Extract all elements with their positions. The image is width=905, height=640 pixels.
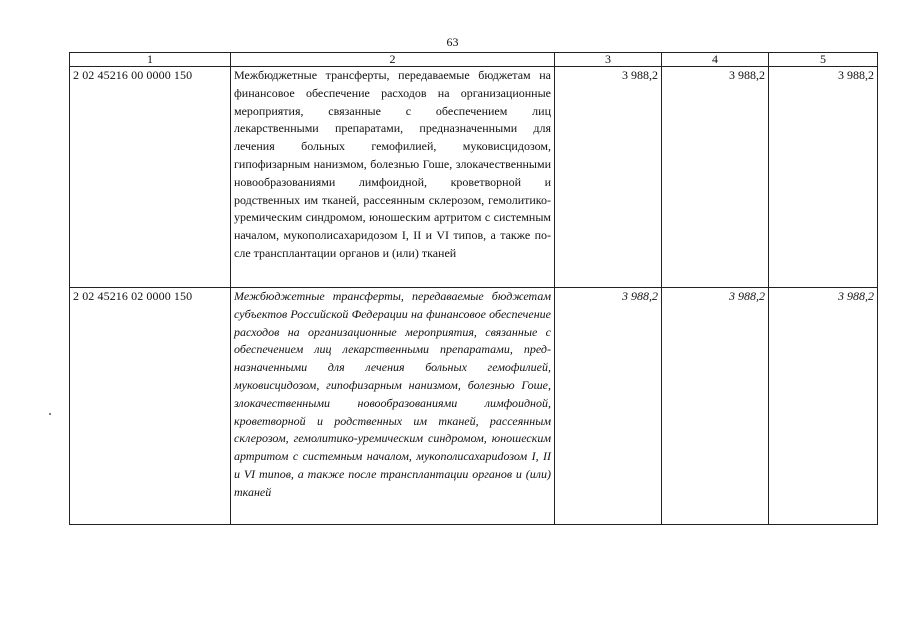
budget-table [69, 52, 878, 525]
budget-item-name: Межбюджетные трансферты, передаваемые бюджетам на финансовое обеспечение расходов на организационные мероприятия, связанные с обеспечением лиц лекарственными препаратами, предназначенными для лечения больных гемофилией, муковисцидозом, гипофизарным нанизмом, болезнью Гоше, злокачественными новообразованиями лимфоидной, кроветворной и родственных им тканей, рассеянным склерозом, гемолитико-уремическим синдромом, юношеским артритом с системным началом, мукополисахаридозом I, II и VI типов, а также после трансплантации органов и (или) тканей [231, 67, 555, 288]
value-col-5: 3 988,2 [769, 288, 878, 525]
header-col-4: 4 [662, 53, 769, 67]
value-col-4: 3 988,2 [662, 67, 769, 288]
value-col-3: 3 988,2 [555, 67, 662, 288]
header-row [70, 53, 878, 67]
header-col-1: 1 [70, 53, 231, 67]
budget-code: 2 02 45216 02 0000 150 [70, 288, 231, 525]
budget-item-name: Межбюджетные трансферты, передаваемые бюджетам субъектов Российской Федерации на финансовое обеспечение расходов на организационные мероприятия, связанные с обеспечением лиц лекарственными препаратами, предназначенными для лечения больных гемофилией, муковисцидозом, гипофизарным нанизмом, болезнью Гоше, злокачественными новообразованиями лимфоидной, кроветворной и родственных им тканей, рассеянным склерозом, гемолитико-уремическим синдромом, юношеским артритом с системным началом, мукополисахариdозом I, II и VI типов, а также после трансплантации органов и (или) тканей [231, 288, 555, 525]
table-header [70, 53, 878, 67]
header-col-5: 5 [769, 53, 878, 67]
value-col-4: 3 988,2 [662, 288, 769, 525]
header-col-3: 3 [555, 53, 662, 67]
value-col-3: 3 988,2 [555, 288, 662, 525]
value-col-5: 3 988,2 [769, 67, 878, 288]
page-number: 63 [446, 35, 459, 49]
table-row [70, 67, 878, 288]
budget-code: 2 02 45216 00 0000 150 [70, 67, 231, 288]
scan-speck [49, 413, 51, 415]
table-row [70, 288, 878, 525]
header-col-2: 2 [231, 53, 555, 67]
